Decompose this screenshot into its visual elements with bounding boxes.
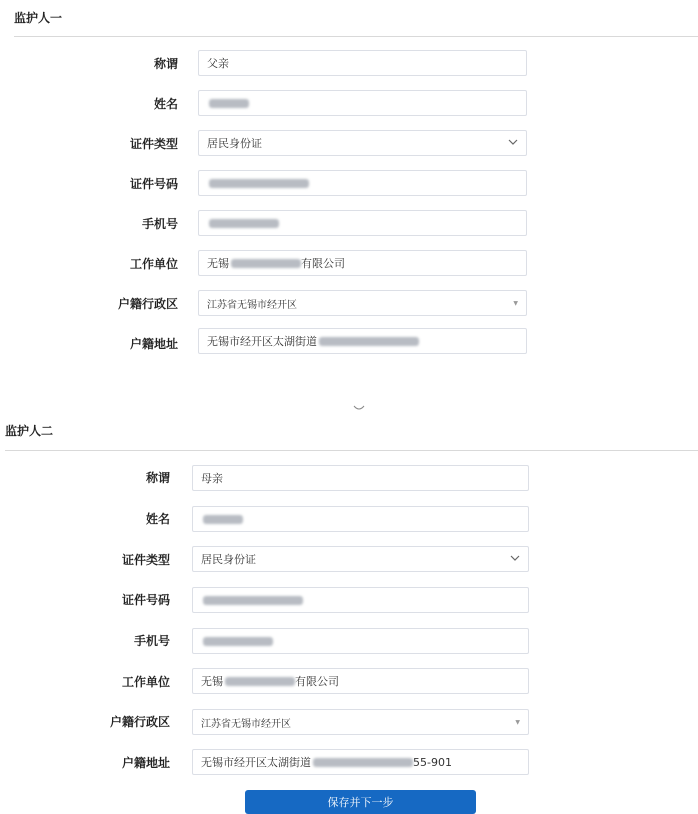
guardian1-name-field[interactable] bbox=[198, 90, 527, 116]
guardian1-address-field[interactable] bbox=[198, 328, 527, 354]
chevron-down-icon bbox=[508, 137, 518, 147]
guardian2-idtype-value: 居民身份证 bbox=[201, 553, 256, 566]
guardian1-idtype-value: 居民身份证 bbox=[207, 137, 262, 150]
employer-suffix: 有限公司 bbox=[301, 257, 345, 270]
redacted-name bbox=[203, 515, 243, 524]
guardian2-phone-field[interactable] bbox=[192, 628, 529, 654]
guardian2-idnumber-field[interactable] bbox=[192, 587, 529, 613]
guardian2-idtype-select[interactable] bbox=[192, 546, 529, 572]
address-prefix: 无锡市经开区太湖街道 bbox=[201, 756, 311, 769]
employer-suffix: 有限公司 bbox=[295, 675, 339, 688]
redacted-employer bbox=[231, 259, 301, 268]
guardian1-phone-label: 手机号 bbox=[141, 217, 178, 231]
guardian2-relation-field[interactable] bbox=[192, 465, 529, 491]
guardian1-relation-value: 父亲 bbox=[207, 57, 229, 70]
guardian1-region-label: 户籍行政区 bbox=[117, 297, 178, 311]
guardian1-name-label: 姓名 bbox=[153, 97, 178, 111]
guardian1-relation-label: 称谓 bbox=[153, 57, 178, 71]
redacted-address bbox=[313, 758, 413, 767]
guardian2-employer-field[interactable] bbox=[192, 668, 529, 694]
guardian2-idnumber-label: 证件号码 bbox=[121, 593, 170, 607]
guardian2-address-field[interactable] bbox=[192, 749, 529, 775]
guardian1-idtype-label: 证件类型 bbox=[129, 137, 178, 151]
save-and-next-button[interactable]: 保存并下一步 bbox=[245, 790, 476, 814]
redacted-phone bbox=[209, 219, 279, 228]
guardian2-name-field[interactable] bbox=[192, 506, 529, 532]
guardian1-idnumber-label: 证件号码 bbox=[129, 177, 178, 191]
guardian2-employer-label: 工作单位 bbox=[121, 675, 170, 689]
guardian2-idtype-label: 证件类型 bbox=[121, 553, 170, 567]
guardian2-region-select[interactable] bbox=[192, 709, 529, 735]
redacted-address bbox=[319, 337, 419, 346]
guardian1-idnumber-field[interactable] bbox=[198, 170, 527, 196]
guardian2-address-label: 户籍地址 bbox=[121, 756, 170, 770]
dropdown-triangle-icon: ▼ bbox=[515, 719, 520, 726]
guardian2-title: 监护人二 bbox=[5, 424, 54, 438]
employer-prefix: 无锡 bbox=[207, 257, 229, 270]
guardian1-phone-field[interactable] bbox=[198, 210, 527, 236]
guardian2-relation-value: 母亲 bbox=[201, 472, 223, 485]
guardian1-region-value: 江苏省无锡市经开区 bbox=[207, 299, 297, 311]
redacted-employer bbox=[225, 677, 295, 686]
guardian2-divider bbox=[5, 450, 698, 451]
chevron-down-icon bbox=[510, 553, 520, 563]
redacted-idnumber bbox=[203, 596, 303, 605]
address-prefix: 无锡市经开区太湖街道 bbox=[207, 335, 317, 348]
guardian1-title: 监护人一 bbox=[14, 11, 63, 25]
guardian2-region-value: 江苏省无锡市经开区 bbox=[201, 718, 291, 730]
guardian1-relation-field[interactable] bbox=[198, 50, 527, 76]
guardian2-relation-label: 称谓 bbox=[145, 471, 170, 485]
guardian1-employer-field[interactable] bbox=[198, 250, 527, 276]
guardian2-name-label: 姓名 bbox=[145, 512, 170, 526]
dropdown-triangle-icon: ▼ bbox=[513, 300, 518, 307]
guardian1-divider bbox=[14, 36, 698, 37]
redacted-phone bbox=[203, 637, 273, 646]
guardian1-employer-label: 工作单位 bbox=[129, 257, 178, 271]
guardian1-idtype-select[interactable] bbox=[198, 130, 527, 156]
address-suffix: 55-901 bbox=[413, 755, 452, 769]
guardian1-address-label: 户籍地址 bbox=[129, 337, 178, 351]
redacted-name bbox=[209, 99, 249, 108]
employer-prefix: 无锡 bbox=[201, 675, 223, 688]
guardian2-region-label: 户籍行政区 bbox=[109, 715, 170, 729]
guardian2-phone-label: 手机号 bbox=[133, 634, 170, 648]
redacted-idnumber bbox=[209, 179, 309, 188]
guardian1-region-select[interactable] bbox=[198, 290, 527, 316]
loading-icon bbox=[353, 404, 365, 412]
